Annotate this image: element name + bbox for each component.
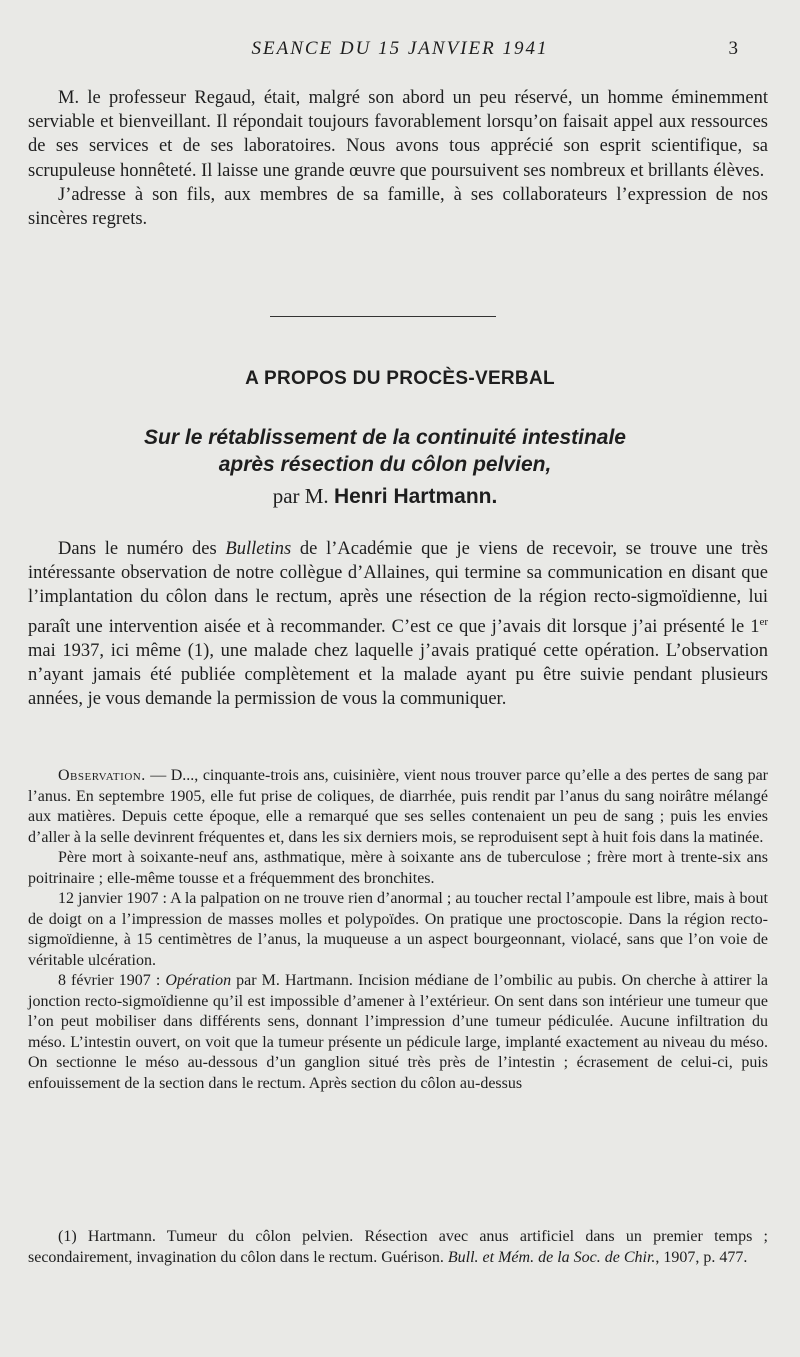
text-run: 1 <box>750 616 760 637</box>
observation-paragraph <box>28 766 768 848</box>
observation-paragraph: 12 janvier 1907 : A la palpation on ne trouve rien d’anormal ; au toucher rectal l’ampoule est libre, mais à bout de doigt on a l’impression de masses molles et polypoïdes. On pratique une proctoscopie. Dans la région recto-sigmoïdienne, à 15 centimètres de l’anus, la muqueuse a un aspect bourgeonnant, violacé, sans que l’on voie de véritable ulcération. <box>28 890 768 969</box>
observation-label: Observation. <box>58 767 146 784</box>
text-run: — D..., cinquante-trois ans, cuisinière, vient nous trouver parce qu’elle a des pertes de sang par l’anus. En septembre 1905, elle fut prise de coliques, de diarrhée, puis rendit par l’anus du sang noirâtre mélangé aux matières. Depuis cette époque, elle a remarqué que ses selles contenaient un peu de sang ; puis les envies d’aller à la selle devinrent fréquentes et, dans les six derniers mois, se reproduisent sept à huit fois dans la matinée. <box>28 767 768 846</box>
byline-prefix: par M. <box>272 484 334 508</box>
footnote <box>28 1227 768 1268</box>
text-run: mai 1937, ici même (1), une malade chez laquelle j’avais pratiqué cette opération. L’observation n’ayant jamais été publiée complètement et la malade ayant pu être suivie pendant plusieurs années, je vous demande la permission de vous la communiquer. <box>28 640 768 710</box>
running-head <box>0 38 800 62</box>
observation-paragraph: Père mort à soixante-neuf ans, asthmatique, mère à soixante ans de tuberculose ; frère mort à trente-six ans poitrinaire ; elle-même tousse et a fréquemment des bronchites. <box>28 849 768 887</box>
running-head-title: SEANCE DU 15 JANVIER 1941 <box>251 38 549 59</box>
article-title <box>0 424 770 478</box>
section-title: A PROPOS DU PROCÈS-VERBAL <box>245 368 555 389</box>
text-run: Dans le numéro des <box>58 539 226 559</box>
section-divider <box>270 316 496 317</box>
observation-block <box>28 766 768 1094</box>
text-run: de l’Académie que je viens de recevoir, se trouve une très intéressante observation de notre collègue d’Allaines, qui termine sa communication en disant que l’implantation du côlon dans le rectum, après une résection de la région recto-sigmoïdienne, lui paraît une intervention aisée et à recommander. C’est ce que j’avais dit lorsque j’ai présenté le <box>28 539 768 637</box>
body-text <box>28 537 768 712</box>
intro-paragraph: J’adresse à son fils, aux membres de sa famille, à ses collaborateurs l’expression de nos sincères regrets. <box>28 184 768 230</box>
text-run: 8 février 1907 : <box>58 972 166 989</box>
byline <box>0 484 770 509</box>
italic-term: Opération <box>165 972 232 989</box>
author-name: Henri Hartmann. <box>333 485 498 508</box>
journal-title: Bulletins <box>225 539 292 559</box>
footnote-text <box>28 1227 768 1268</box>
observation-paragraph <box>28 971 768 1094</box>
journal-citation: Bull. et Mém. de la Soc. de Chir. <box>447 1248 656 1266</box>
intro-paragraph: M. le professeur Regaud, était, malgré son abord un peu réservé, un homme éminemment serviable et bienveillant. Il répondait toujours favorablement lorsqu’on faisait appel aux ressources de ses services et de ses laboratoires. Nous avons tous apprécié son esprit scientifique, sa scrupuleuse honnêteté. Il laisse une grande œuvre que poursuivent ses nombreux et brillants élèves. <box>28 88 768 181</box>
text-run: , 1907, p. 477. <box>655 1248 748 1266</box>
body-paragraph <box>28 537 768 712</box>
text-run: (1) Hartmann. Tumeur du côlon pelvien. Résection avec anus artificiel dans un premier temps ; secondairement, invagination du côlon dans le rectum. Guérison. <box>28 1228 768 1266</box>
page-number: 3 <box>728 38 738 59</box>
article-title-line: après résection du côlon pelvien, <box>218 453 552 476</box>
intro-text <box>28 86 768 231</box>
article-title-line: Sur le rétablissement de la continuité intestinale <box>144 426 626 449</box>
text-run: par M. Hartmann. Incision médiane de l’ombilic au pubis. On cherche à attirer la jonction recto-sigmoïdienne qu’il est impossible d’amener à l’extérieur. On sent dans son intérieur une tumeur que l’on peut mobiliser dans différents sens, donnant l’impression d’une tumeur pédiculée. Aucune infiltration du méso. L’intestin ouvert, on voit que la tumeur présente un pédicule large, implanté exactement au niveau du méso. On sectionne le méso au-dessous d’un ganglion situé très près de l’intestin ; écrasement de celui-ci, puis enfouissement de la section dans le rectum. Après section du côlon au-dessus <box>28 972 768 1092</box>
ordinal-suffix: er <box>759 615 768 628</box>
